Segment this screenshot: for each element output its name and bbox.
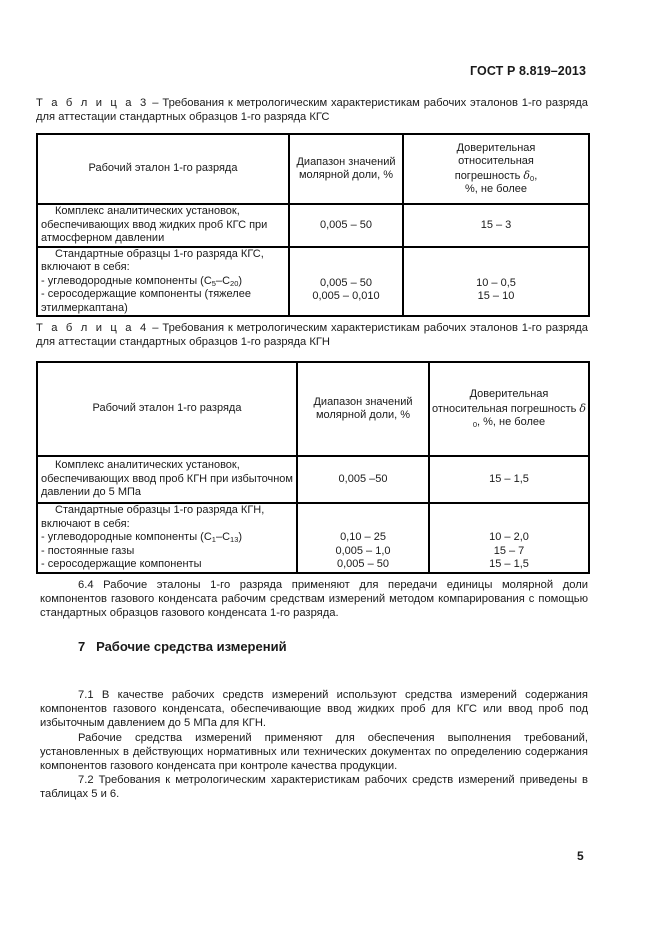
cell-text: –C xyxy=(215,274,231,287)
cell-text: Комплекс аналитических установок, обеспечивающих ввод проб КГН при избыточном давлении до 5 МПа xyxy=(41,459,293,499)
table4-cell-range xyxy=(297,503,429,573)
table3-caption-text: – Требования к метрологическим характеристикам рабочих эталонов 1-го разряда для аттестации стандартных образцов 1-го разряда КГС xyxy=(36,97,588,123)
header-text: Доверительная относительная погрешность xyxy=(431,388,580,415)
table3-header-standard: Рабочий эталон 1-го разряда xyxy=(37,134,289,204)
cell-text: 10 – 0,5 xyxy=(476,276,516,289)
table4-cell-standard xyxy=(37,456,297,503)
table-row xyxy=(37,503,589,573)
header-text: относительная xyxy=(458,155,534,167)
cell-text: –C xyxy=(215,531,231,543)
subscript: 0 xyxy=(530,173,535,183)
table4-header-error xyxy=(429,362,589,456)
table4-caption-prefix: Т а б л и ц а 4 xyxy=(36,322,149,334)
header-text: Доверительная xyxy=(456,141,536,154)
document-code: ГОСТ Р 8.819–2013 xyxy=(470,64,587,78)
cell-text: - углеводородные компоненты (C xyxy=(41,531,212,543)
table4-caption xyxy=(36,321,588,349)
cell-text: - серосодержащие компоненты (тяжелее этилмеркаптана) xyxy=(41,288,251,314)
table3-cell-error xyxy=(403,247,589,317)
table-row xyxy=(37,204,589,247)
table3-cell-standard xyxy=(37,247,289,317)
table3-cell-standard xyxy=(37,204,289,247)
cell-text: 0,005 – 1,0 xyxy=(335,544,391,557)
paragraph-7-1: 7.1 В качестве рабочих средств измерений используют средства измерений содержания компонентов газового конденсата, обеспечивающие ввод жидких проб для КГС или ввод проб под избыточным давлением до 5 МПа для КГН. xyxy=(40,689,588,730)
section-7-body xyxy=(40,688,588,802)
table3-header-row xyxy=(37,134,589,204)
cell-text: - углеводородные компоненты (C xyxy=(41,274,212,287)
page-number: 5 xyxy=(577,849,584,863)
table4-cell-standard xyxy=(37,503,297,573)
header-text: , xyxy=(534,169,538,182)
subscript: 5 xyxy=(211,278,216,288)
table-row xyxy=(37,247,589,317)
table4-caption-text: – Требования к метрологическим характеристикам рабочих эталонов 1-го разряда для аттестации стандартных образцов 1-го разряда КГН xyxy=(36,322,588,348)
table3-caption-prefix: Т а б л и ц а 3 xyxy=(36,97,149,109)
cell-text xyxy=(41,275,285,289)
header-text: , %, не более xyxy=(477,416,546,429)
header-text xyxy=(407,169,585,184)
header-text: %, не более xyxy=(465,183,527,195)
cell-text: 15 – 1,5 xyxy=(489,558,529,570)
subscript: 0 xyxy=(472,420,478,430)
table3-header-error xyxy=(403,134,589,204)
cell-text: Стандартные образцы 1-го разряда КГС, включают в себя: xyxy=(41,247,264,273)
cell-text: 15 – 10 xyxy=(477,290,515,303)
cell-text xyxy=(41,531,293,545)
table4-cell-error: 15 – 1,5 xyxy=(429,456,589,503)
delta-symbol: δ xyxy=(579,401,587,415)
table3-header-range: Диапазон значений молярной доли, % xyxy=(289,134,403,204)
table4-cell-error xyxy=(429,503,589,573)
cell-text: 15 – 7 xyxy=(493,544,525,557)
table3 xyxy=(36,133,590,317)
table3-cell-range: 0,005 – 50 xyxy=(289,204,403,247)
delta-symbol: δ xyxy=(523,168,531,182)
cell-text: ) xyxy=(238,274,243,287)
table4-cell-range: 0,005 –50 xyxy=(297,456,429,503)
table4 xyxy=(36,361,590,574)
cell-text: 0,005 – 50 xyxy=(320,276,372,289)
cell-text: 10 – 2,0 xyxy=(489,531,529,543)
section-number: 7 xyxy=(78,639,86,654)
paragraph-7-1-continued: Рабочие средства измерений применяют для обеспечения выполнения требований, установленных в действующих нормативных или технических документах по определению содержания компонентов газового конденсата при контроле качества продукции. xyxy=(40,731,588,773)
cell-text: - постоянные газы xyxy=(41,544,135,557)
paragraph-6-4 xyxy=(40,578,588,621)
table4-header-range: Диапазон значений молярной доли, % xyxy=(297,362,429,456)
cell-text: Стандартные образцы 1-го разряда КГН, включают в себя: xyxy=(41,504,265,530)
paragraph-text: 6.4 Рабочие эталоны 1-го разряда применяют для передачи единицы молярной доли компонентов газового конденсата рабочим средствам измерений методом компарирования с помощью стандартных образцов газового конденсата 1-го разряда. xyxy=(40,579,588,620)
cell-text: 0,005 – 50 xyxy=(337,558,389,570)
table4-header-standard: Рабочий эталон 1-го разряда xyxy=(37,362,297,456)
cell-text: Комплекс аналитических установок, обеспечивающих ввод жидких проб КГС при атмосферном давлении xyxy=(41,205,268,244)
table-row xyxy=(37,456,589,503)
subscript: 1 xyxy=(211,535,216,544)
cell-text: 0,10 – 25 xyxy=(340,531,386,543)
table3-cell-error: 15 – 3 xyxy=(403,204,589,247)
header-text: погрешность xyxy=(454,169,524,182)
subscript: 13 xyxy=(230,535,239,544)
table3-caption xyxy=(36,96,588,124)
cell-text: - серосодержащие компоненты xyxy=(41,558,202,570)
subscript: 20 xyxy=(230,278,239,288)
table4-header-row xyxy=(37,362,589,456)
cell-text: 0,005 – 0,010 xyxy=(312,290,380,303)
table3-cell-range xyxy=(289,247,403,317)
paragraph-7-2: 7.2 Требования к метрологическим характеристикам рабочих средств измерений приведены в таблицах 5 и 6. xyxy=(40,774,588,801)
cell-text: ) xyxy=(238,531,243,543)
section-title: Рабочие средства измерений xyxy=(96,639,287,654)
section-7-heading xyxy=(78,639,287,654)
